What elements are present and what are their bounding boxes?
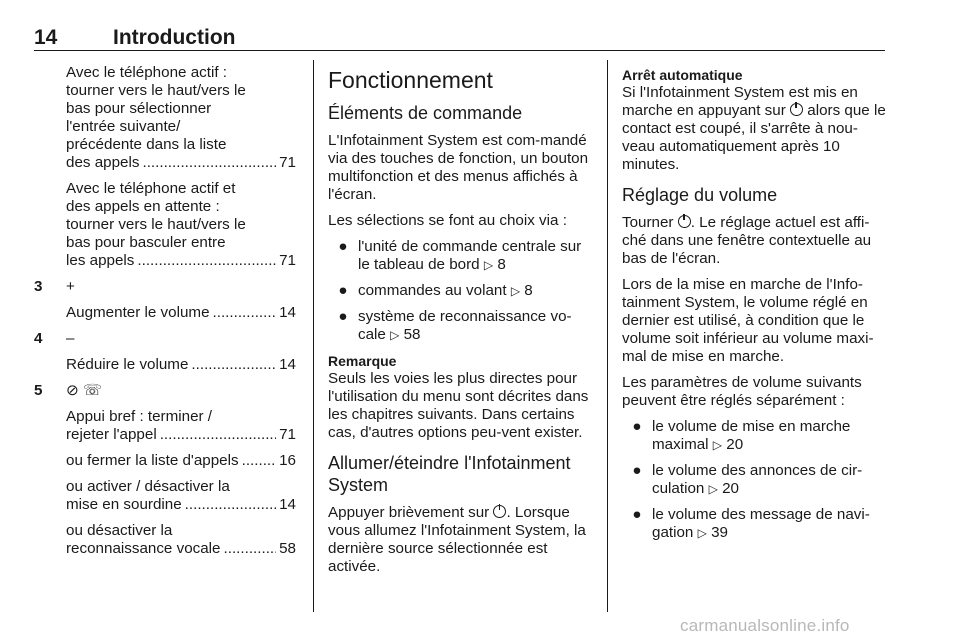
- bullet-icon: ●: [632, 462, 642, 479]
- page-ref[interactable]: 8: [524, 282, 533, 299]
- section-title: Introduction: [113, 26, 236, 49]
- page-ref[interactable]: 71: [279, 154, 296, 171]
- section-heading: Réglage du volume: [622, 185, 778, 205]
- page-ref[interactable]: 14: [279, 356, 296, 373]
- power-icon: [678, 215, 691, 228]
- list-item: ● commandes au volant ▷ 8: [328, 282, 592, 300]
- control-item-3: 3 +: [34, 278, 296, 296]
- page-ref[interactable]: 8: [497, 256, 506, 273]
- toc-entry-scroll-list: Avec le téléphone actif : tourner vers le haut/vers le bas pour sélectionner l'entrée suivante/ précédente dans la liste des appels ..... 71: [34, 64, 296, 172]
- mute-hangup-icon: ⊘ ☏: [66, 382, 102, 399]
- page-ref[interactable]: 71: [279, 252, 296, 269]
- column-divider: [313, 60, 314, 612]
- list-item: ● le volume de mise en marche maximal ▷ 20: [622, 418, 888, 454]
- list-item: ● le volume des message de navi-gation ▷ 39: [622, 506, 888, 542]
- page-header: [0, 0, 960, 56]
- power-icon: [790, 103, 803, 116]
- column-left: [34, 64, 296, 566]
- toc-entry-mute: ou activer / désactiver la mise en sourdine ..... 14: [34, 478, 296, 514]
- paragraph: Tourner . Le réglage actuel est affi-ché dans une fenêtre contextuelle au bas de l'écran.: [622, 214, 872, 267]
- bullet-icon: ●: [338, 282, 348, 299]
- page-number: 14: [34, 26, 58, 49]
- toc-entry-close-call-list: ou fermer la liste d'appels ..... 16: [34, 452, 296, 470]
- control-item-4: 4 –: [34, 330, 296, 348]
- watermark: carmanualsonline.info: [680, 616, 850, 635]
- subsection-title: Arrêt automatique: [622, 67, 743, 83]
- page-ref[interactable]: 14: [279, 304, 296, 321]
- page-ref[interactable]: 20: [722, 480, 739, 497]
- note-text: Seuls les voies les plus directes pour l'utilisation du menu sont décrites dans les chapitres suivants. Dans certains cas, d'autres options peu-vent exister.: [328, 370, 589, 441]
- page-ref[interactable]: 58: [403, 326, 421, 343]
- toc-entry-end-call: Appui bref : terminer / rejeter l'appel ..... 71: [34, 408, 296, 444]
- note-title: Remarque: [328, 353, 397, 369]
- control-item-5: 5 ⊘ ☏: [34, 382, 296, 400]
- reference-arrow-icon: ▷: [510, 284, 521, 298]
- paragraph: Appuyer brièvement sur . Lorsque vous allumez l'Infotainment System, la dernière source sélectionnée est activée.: [328, 504, 586, 575]
- page-ref[interactable]: 14: [279, 496, 296, 513]
- paragraph: Les paramètres de volume suivants peuvent être réglés séparément :: [622, 374, 862, 409]
- toc-entry-switch-calls: Avec le téléphone actif et des appels en attente : tourner vers le haut/vers le bas pour basculer entre les appels ..... 71: [34, 180, 296, 270]
- column-divider: [607, 60, 608, 612]
- bullet-icon: ●: [632, 418, 642, 435]
- section-heading: Éléments de commande: [328, 103, 523, 123]
- reference-arrow-icon: ▷: [390, 328, 400, 342]
- list-item: ● système de reconnaissance vo-cale ▷ 58: [328, 308, 592, 344]
- reference-arrow-icon: ▷: [483, 258, 494, 272]
- list-item: ● le volume des annonces de cir-culation ▷ 20: [622, 462, 888, 498]
- list-item: ● l'unité de commande centrale sur le tableau de bord ▷ 8: [328, 238, 592, 274]
- paragraph: Lors de la mise en marche de l'Info-tainment System, le volume réglé en dernier est utilisé, à condition que le volume soit inférieur au volume maxi-mal de mise en marche.: [622, 276, 874, 365]
- section-heading: Allumer/éteindre l'Infotainment System: [328, 453, 571, 495]
- reference-arrow-icon: ▷: [712, 438, 723, 452]
- reference-arrow-icon: ▷: [697, 526, 707, 540]
- page-ref[interactable]: 16: [279, 452, 296, 469]
- reference-arrow-icon: ▷: [708, 482, 718, 496]
- bullet-icon: ●: [338, 238, 348, 255]
- minus-icon: –: [66, 330, 75, 347]
- toc-entry-volume-down: Réduire le volume ..... 14: [34, 356, 296, 374]
- page-ref[interactable]: 58: [279, 540, 296, 557]
- paragraph: L'Infotainment System est com-mandé via des touches de fonction, un bouton multifonction et des menus affichés à l'écran.: [328, 132, 589, 203]
- power-icon: [493, 505, 506, 518]
- toc-entry-voice-recognition: ou désactiver la reconnaissance vocale ..... 58: [34, 522, 296, 558]
- chapter-heading: Fonctionnement: [328, 67, 493, 93]
- toc-entry-volume-up: Augmenter le volume ..... 14: [34, 304, 296, 322]
- page-ref[interactable]: 71: [279, 426, 296, 443]
- page-ref[interactable]: 20: [726, 436, 744, 453]
- paragraph: Si l'Infotainment System est mis en marche en appuyant sur alors que le contact est coupé, il s'arrête à nou-veau automatiquement après 10 minutes.: [622, 84, 886, 173]
- page-ref[interactable]: 39: [711, 524, 728, 541]
- column-right: [622, 64, 888, 550]
- header-rule: [34, 50, 885, 51]
- plus-icon: +: [66, 278, 75, 295]
- column-middle: [328, 64, 592, 584]
- paragraph: Les sélections se font au choix via :: [328, 212, 567, 229]
- bullet-icon: ●: [338, 308, 348, 325]
- bullet-icon: ●: [632, 506, 642, 523]
